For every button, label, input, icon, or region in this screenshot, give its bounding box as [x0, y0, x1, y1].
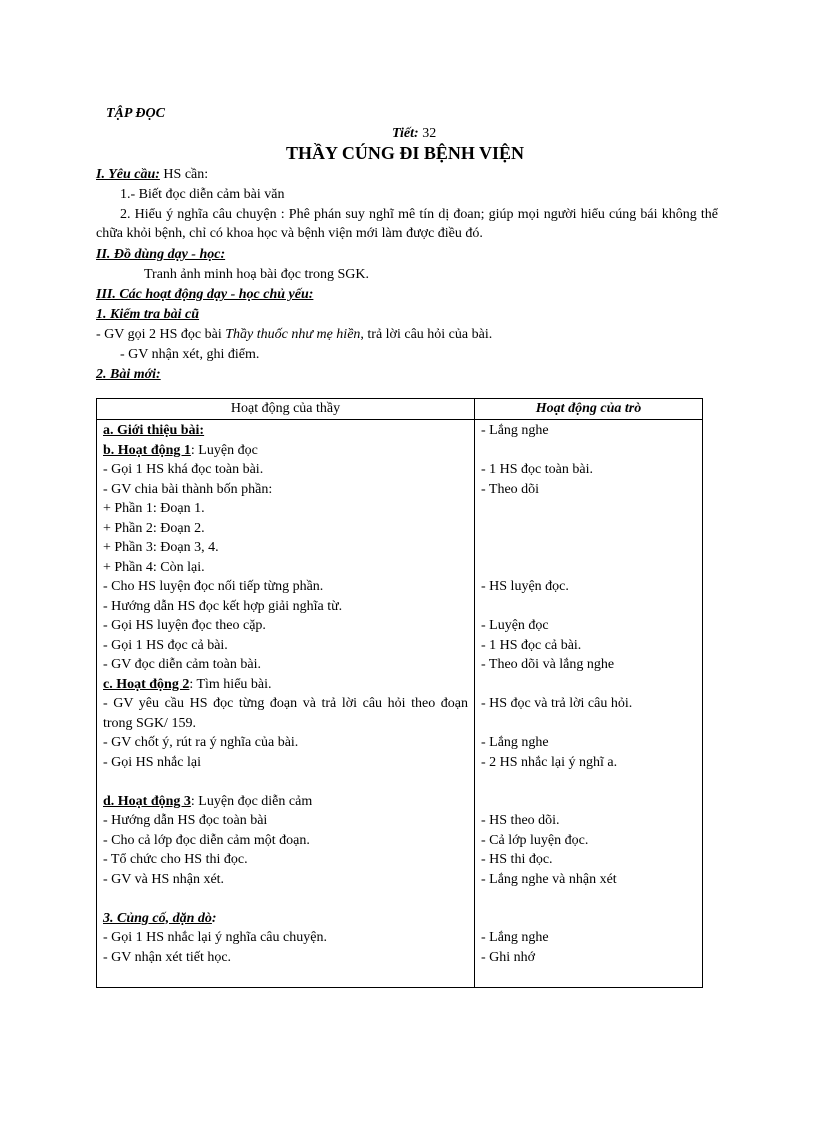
teacher-item-7: - Cho HS luyện đọc nối tiếp từng phần.	[103, 579, 324, 594]
activity-1-label: b. Hoạt động 1	[103, 442, 191, 458]
student-item-14: - Lắng nghe và nhận xét	[481, 871, 617, 887]
teacher-item-16: - Cho cả lớp đọc diễn cảm một đoạn.	[103, 832, 310, 848]
tools-text: Tranh ảnh minh hoạ bài đọc trong SGK.	[144, 267, 370, 282]
student-column-header: Hoạt động của trò	[475, 399, 703, 420]
new-lesson-heading: 2. Bài mới:	[96, 367, 161, 382]
student-item-13: - HS thi đọc.	[481, 852, 553, 867]
teacher-item-5: + Phần 3: Đoạn 3, 4.	[103, 540, 219, 555]
requirement-2: 2. Hiểu ý nghĩa câu chuyện : Phê phán suy nghĩ mê tín dị đoan; giúp mọi người hiểu cúng bái không thể chữa khỏi bệnh, chỉ có khoa học và bệnh viện mới làm được điều đó.	[96, 207, 718, 241]
spacer	[481, 714, 696, 734]
spacer	[481, 441, 696, 461]
tools-heading: II. Đồ dùng dạy - học:	[96, 247, 226, 262]
spacer	[481, 499, 696, 519]
teacher-item-13: - GV chốt ý, rút ra ý nghĩa của bài.	[103, 735, 299, 750]
teacher-item-19: - Gọi 1 HS nhắc lại ý nghĩa câu chuyện.	[103, 930, 327, 945]
student-item-10: - 2 HS nhắc lại ý nghĩ a.	[481, 754, 618, 770]
spacer	[481, 558, 696, 578]
activity-2-heading	[103, 675, 468, 695]
student-item-2: - 1 HS đọc toàn bài.	[481, 462, 593, 477]
requirements-heading-line	[96, 165, 208, 184]
student-item-15: - Lắng nghe	[481, 930, 549, 945]
teacher-item-18: - GV và HS nhận xét.	[103, 871, 225, 887]
teacher-item-10: - Gọi 1 HS đọc cả bài.	[103, 637, 228, 653]
check-item-1-suffix: , trả lời câu hỏi của bài.	[360, 327, 493, 342]
period-number: 32	[422, 126, 437, 141]
teacher-item-8: - Hướng dẫn HS đọc kết hợp giải nghĩa từ.	[103, 598, 343, 614]
student-item-16: - Ghi nhớ	[481, 949, 536, 965]
activity-table-body-row	[97, 420, 703, 988]
teacher-item-1: - Gọi 1 HS khá đọc toàn bài.	[103, 462, 264, 477]
teacher-item-11: - GV đọc diễn cảm toàn bài.	[103, 657, 261, 672]
teacher-item-6: + Phần 4: Còn lại.	[103, 559, 205, 575]
activity-table	[96, 398, 703, 988]
activity-table-header-row	[97, 399, 703, 420]
check-old-lesson-heading: 1. Kiểm tra bài cũ	[96, 307, 200, 322]
spacer	[481, 889, 696, 909]
teacher-item-3: + Phần 1: Đoạn 1.	[103, 501, 205, 516]
spacer	[481, 792, 696, 812]
student-item-4: - HS luyện đọc.	[481, 579, 569, 594]
period-label: Tiết:	[392, 126, 419, 141]
student-item-1: - Lắng nghe	[481, 423, 549, 438]
teacher-item-2: - GV chia bài thành bốn phần:	[103, 481, 273, 497]
spacer	[481, 772, 696, 792]
student-item-12: - Cả lớp luyện đọc.	[481, 832, 589, 848]
student-item-11: - HS theo dõi.	[481, 813, 560, 828]
spacer	[481, 538, 696, 558]
student-item-9: - Lắng nghe	[481, 735, 549, 750]
activity-1-text: : Luyện đọc	[190, 442, 258, 458]
teacher-column-header: Hoạt động của thầy	[97, 399, 475, 420]
intro-heading-text: a. Giới thiệu bài:	[103, 423, 205, 438]
requirement-1: 1.- Biết đọc diễn cảm bài văn	[120, 187, 285, 202]
consolidation-heading-text: 3. Củng cố, dặn dò	[103, 910, 212, 926]
activity-3-heading	[103, 792, 468, 812]
teacher-item-20: - GV nhận xét tiết học.	[103, 949, 232, 965]
teacher-item-12: - GV yêu cầu HS đọc từng đoạn và trả lời câu hỏi theo đoạn trong SGK/ 159.	[103, 696, 468, 731]
check-item-1-prefix: - GV gọi 2 HS đọc bài	[96, 327, 226, 342]
spacer	[481, 597, 696, 617]
spacer	[103, 772, 468, 792]
activity-3-text: : Luyện đọc diễn cảm	[190, 793, 313, 809]
check-item-1-title: Thầy thuốc như mẹ hiền	[225, 327, 361, 342]
spacer	[481, 519, 696, 539]
student-item-3: - Theo dõi	[481, 481, 540, 497]
activity-1-heading	[103, 441, 468, 461]
subject-label: TẬP ĐỌC	[106, 106, 165, 121]
teacher-item-14: - Gọi HS nhắc lại	[103, 754, 201, 770]
teacher-item-4: + Phần 2: Đoạn 2.	[103, 520, 205, 536]
student-activities-cell	[475, 420, 703, 988]
check-old-lesson-item-2: - GV nhận xét, ghi điểm.	[120, 347, 260, 362]
lesson-title: THẦY CÚNG ĐI BỆNH VIỆN	[286, 143, 525, 163]
spacer	[481, 909, 696, 929]
requirements-heading: I. Yêu cầu:	[96, 167, 160, 182]
activity-2-label: c. Hoạt động 2	[103, 676, 190, 692]
spacer	[481, 675, 696, 695]
student-item-8: - HS đọc và trả lời câu hỏi.	[481, 696, 633, 711]
spacer	[103, 889, 468, 909]
teacher-item-17: - Tổ chức cho HS thi đọc.	[103, 852, 248, 867]
student-item-7: - Theo dõi và lắng nghe	[481, 657, 615, 672]
activities-heading: III. Các hoạt động dạy - học chủ yếu:	[96, 287, 314, 302]
period-line	[392, 124, 436, 143]
teacher-intro-heading	[103, 421, 468, 441]
teacher-activities-cell	[97, 420, 475, 988]
activity-3-label: d. Hoạt động 3	[103, 793, 191, 809]
teacher-item-15: - Hướng dẫn HS đọc toàn bài	[103, 813, 268, 828]
student-item-6: - 1 HS đọc cả bài.	[481, 637, 582, 653]
student-item-5: - Luyện đọc	[481, 618, 549, 633]
check-old-lesson-item-1	[96, 325, 492, 344]
teacher-item-9: - Gọi HS luyện đọc theo cặp.	[103, 618, 266, 633]
activity-2-text: : Tìm hiểu bài.	[189, 676, 272, 692]
requirements-intro: HS cần:	[163, 167, 209, 182]
consolidation-heading	[103, 909, 468, 929]
consolidation-colon: :	[211, 910, 217, 926]
